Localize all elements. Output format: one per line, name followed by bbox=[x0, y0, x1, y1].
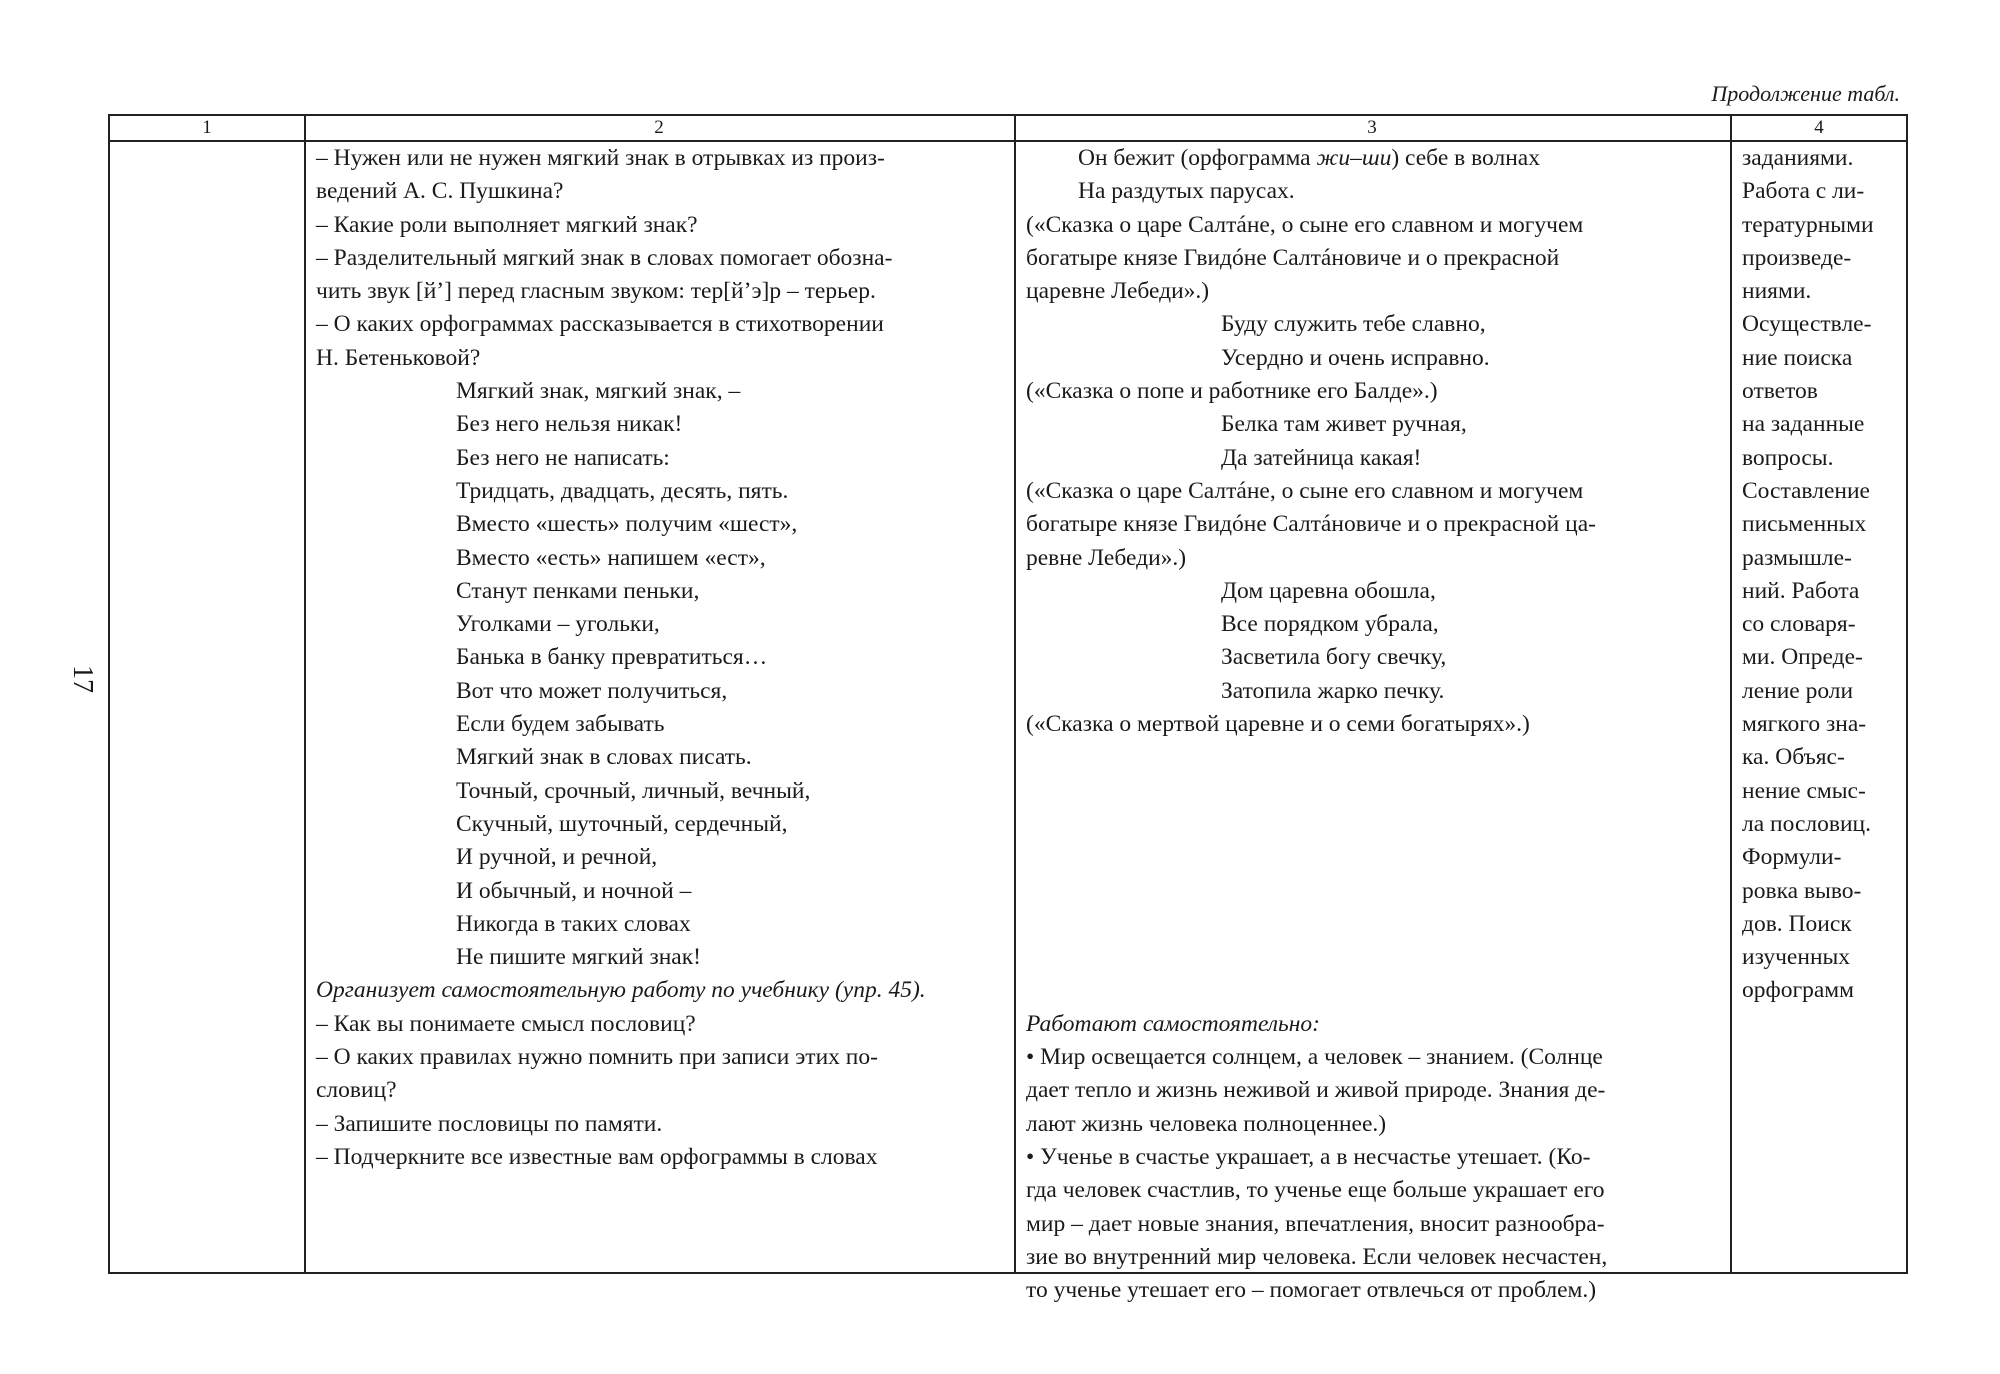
poem-line: Станут пенками пеньки, bbox=[456, 577, 700, 604]
header-col-2: 2 bbox=[654, 117, 664, 138]
teacher-question: ведений А. С. Пушкина? bbox=[316, 178, 564, 205]
answer-line: • Мир освещается солнцем, а человек – знанием. (Солнце bbox=[1026, 1044, 1603, 1071]
poem-line: Вместо «шесть» получим «шест», bbox=[456, 511, 798, 538]
teacher-question: – Подчеркните все известные вам орфограммы в словах bbox=[316, 1143, 878, 1170]
poem-line: Тридцать, двадцать, десять, пять. bbox=[456, 477, 789, 504]
poem-line: Уголками – угольки, bbox=[456, 611, 660, 638]
poem-line: И ручной, и речной, bbox=[456, 844, 658, 871]
activity-line: изученных bbox=[1742, 944, 1851, 971]
quote-line: Он бежит (орфограмма жи–ши) себе в волнах bbox=[1078, 145, 1540, 171]
activity-line: нение смыс- bbox=[1742, 777, 1866, 804]
source-line: («Сказка о мертвой царевне и о семи богатырях».) bbox=[1026, 711, 1530, 738]
activity-line: Формули- bbox=[1742, 844, 1842, 871]
lesson-table bbox=[108, 114, 1908, 1304]
column-divider-2 bbox=[1014, 116, 1016, 1272]
page-number: 17 bbox=[67, 665, 98, 693]
quote-line: Засветила богу свечку, bbox=[1221, 644, 1447, 671]
poem-line: Не пишите мягкий знак! bbox=[456, 944, 701, 971]
activity-line: ровка выво- bbox=[1742, 877, 1862, 904]
header-col-3: 3 bbox=[1367, 117, 1377, 138]
cell-col-4 bbox=[1742, 142, 1908, 1272]
header-col-4: 4 bbox=[1814, 117, 1824, 138]
activity-line: ние поиска bbox=[1742, 344, 1853, 371]
answer-line: гда человек счастлив, то ученье еще больше украшает его bbox=[1026, 1177, 1605, 1204]
answer-line: • Ученье в счастье украшает, а в несчастье утешает. (Ко- bbox=[1026, 1143, 1591, 1170]
activity-line: Составление bbox=[1742, 477, 1870, 504]
activity-line: размышле- bbox=[1742, 544, 1852, 571]
poem-line: Вот что может получиться, bbox=[456, 677, 728, 704]
teacher-question: – Нужен или не нужен мягкий знак в отрывках из произ- bbox=[316, 145, 885, 171]
activity-line: ний. Работа bbox=[1742, 577, 1860, 604]
activity-line: заданиями. bbox=[1742, 145, 1854, 171]
quote-line: Белка там живет ручная, bbox=[1221, 411, 1467, 438]
poem-line: Если будем забывать bbox=[456, 711, 665, 738]
source-line: («Сказка о попе и работнике его Балде».) bbox=[1026, 378, 1438, 405]
activity-line: письменных bbox=[1742, 511, 1867, 538]
cell-col-1 bbox=[110, 142, 304, 1272]
activity-line: дов. Поиск bbox=[1742, 910, 1852, 937]
answer-line: то ученье утешает его – помогает отвлечься от проблем.) bbox=[1026, 1277, 1597, 1304]
activity-line: ла пословиц. bbox=[1742, 810, 1871, 837]
activity-line: ниями. bbox=[1742, 278, 1812, 305]
cell-col-2 bbox=[316, 142, 1011, 1272]
answer-line: зие во внутренний мир человека. Если человек несчастен, bbox=[1026, 1243, 1608, 1270]
quote-line: Дом царевна обошла, bbox=[1221, 577, 1436, 604]
activity-line: произведе- bbox=[1742, 244, 1852, 271]
poem-line: Скучный, шуточный, сердечный, bbox=[456, 810, 788, 837]
column-divider-3 bbox=[1730, 116, 1732, 1272]
activity-line: Работа с ли- bbox=[1742, 178, 1865, 205]
quote-line: Да затейница какая! bbox=[1221, 444, 1422, 471]
teacher-question: – О каких орфограммах рассказывается в стихотворении bbox=[316, 311, 884, 338]
activity-line: мягкого зна- bbox=[1742, 711, 1867, 738]
teacher-question: – О каких правилах нужно помнить при записи этих по- bbox=[316, 1044, 878, 1071]
poem-line: Банька в банку превратиться… bbox=[456, 644, 768, 671]
answer-line: дает тепло и жизнь неживой и живой природе. Знания де- bbox=[1026, 1077, 1606, 1104]
answer-line: мир – дает новые знания, впечатления, вносит разнообра- bbox=[1026, 1210, 1605, 1237]
activity-line: ответов bbox=[1742, 378, 1818, 405]
activity-line: ми. Опреде- bbox=[1742, 644, 1863, 671]
poem-line: Вместо «есть» напишем «ест», bbox=[456, 544, 766, 571]
activity-line: ление роли bbox=[1742, 677, 1854, 704]
activity-line: тературными bbox=[1742, 211, 1874, 238]
teacher-question: словиц? bbox=[316, 1077, 397, 1104]
activity-line: ка. Объяс- bbox=[1742, 744, 1845, 771]
source-line: царевне Лебеди».) bbox=[1026, 278, 1210, 305]
source-line: богатыре князе Гвидóне Салтáновиче и о прекрасной ца- bbox=[1026, 511, 1596, 538]
quote-line: Буду служить тебе славно, bbox=[1221, 311, 1486, 338]
activity-line: орфограмм bbox=[1742, 977, 1855, 1004]
teacher-question: – Как вы понимаете смысл пословиц? bbox=[316, 1010, 696, 1037]
teacher-question: Н. Бетеньковой? bbox=[316, 344, 481, 371]
quote-line: Усердно и очень исправно. bbox=[1221, 344, 1490, 371]
activity-line: вопросы. bbox=[1742, 444, 1834, 471]
poem-line: Мягкий знак, мягкий знак, – bbox=[456, 378, 741, 405]
teacher-question: – Разделительный мягкий знак в словах помогает обозна- bbox=[316, 244, 893, 271]
source-line: богатыре князе Гвидóне Салтáновиче и о прекрасной bbox=[1026, 244, 1560, 271]
column-divider-1 bbox=[304, 116, 306, 1272]
activity-line: на заданные bbox=[1742, 411, 1865, 438]
teacher-task: Организует самостоятельную работу по учебнику (упр. 45). bbox=[316, 977, 926, 1004]
header-col-1: 1 bbox=[202, 117, 212, 138]
poem-line: И обычный, и ночной – bbox=[456, 877, 692, 904]
poem-line: Без него не написать: bbox=[456, 444, 670, 471]
source-line: ревне Лебеди».) bbox=[1026, 544, 1187, 571]
teacher-question: чить звук [й’] перед гласным звуком: тер[й’э]р – терьер. bbox=[316, 278, 876, 305]
poem-line: Точный, срочный, личный, вечный, bbox=[456, 777, 811, 804]
poem-line: Никогда в таких словах bbox=[456, 910, 691, 937]
source-line: («Сказка о царе Салтáне, о сыне его славном и могучем bbox=[1026, 211, 1584, 238]
quote-line: Затопила жарко печку. bbox=[1221, 677, 1445, 704]
activity-line: со словаря- bbox=[1742, 611, 1856, 638]
poem-line: Мягкий знак в словах писать. bbox=[456, 744, 752, 771]
student-work-label: Работают самостоятельно: bbox=[1026, 1010, 1320, 1037]
activity-line: Осуществле- bbox=[1742, 311, 1872, 338]
teacher-question: – Какие роли выполняет мягкий знак? bbox=[316, 211, 698, 238]
poem-line: Без него нельзя никак! bbox=[456, 411, 683, 438]
teacher-question: – Запишите пословицы по памяти. bbox=[316, 1110, 663, 1137]
cell-col-3 bbox=[1026, 142, 1726, 1304]
source-line: («Сказка о царе Салтáне, о сыне его славном и могучем bbox=[1026, 477, 1584, 504]
answer-line: лают жизнь человека полноценнее.) bbox=[1026, 1110, 1387, 1137]
table-continuation-caption: Продолжение табл. bbox=[1711, 81, 1900, 106]
quote-line: На раздутых парусах. bbox=[1078, 178, 1295, 205]
quote-line: Все порядком убрала, bbox=[1221, 611, 1439, 638]
